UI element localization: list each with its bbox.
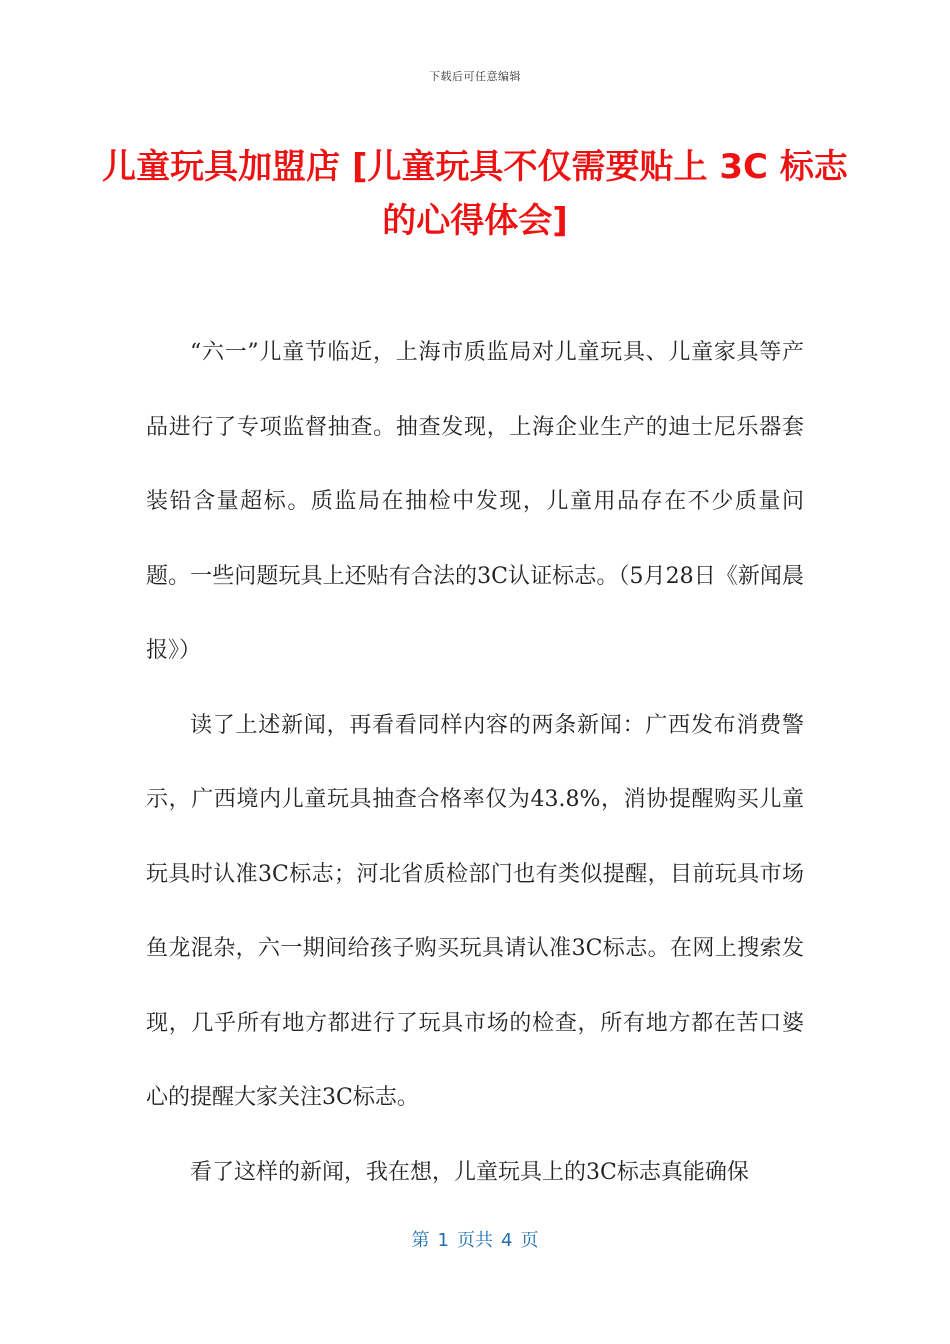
header-note: 下载后可任意编辑 (429, 70, 521, 83)
document-body (146, 316, 804, 1210)
paragraph: “六一”儿童节临近，上海市质监局对儿童玩具、儿童家具等产品进行了专项监督抽查。抽查发现，上海企业生产的迪士尼乐器套装铅含量超标。质监局在抽检中发现，儿童用品存在不少质量问题。一些问题玩具上还贴有合法的3C认证标志。（5月28日《新闻晨报》） (146, 340, 804, 663)
page-footer (0, 1226, 950, 1252)
document-title: 儿童玩具加盟店 [儿童玩具不仅需要贴上 3C 标志的心得体会] (102, 147, 848, 241)
footer-current-page: 1 (437, 1230, 449, 1251)
footer-page-label: 第 (411, 1230, 430, 1251)
footer-total-pages: 4 (501, 1230, 513, 1251)
footer-total-prefix: 页共 (457, 1230, 493, 1251)
paragraph: 看了这样的新闻，我在想，儿童玩具上的3C标志真能确保 (190, 1159, 749, 1185)
footer-total-suffix: 页 (520, 1230, 539, 1251)
paragraph: 读了上述新闻，再看看同样内容的两条新闻：广西发布消费警示，广西境内儿童玩具抽查合格率仅为43.8%，消协提醒购买儿童玩具时认准3C标志；河北省质检部门也有类似提醒，目前玩具市场鱼龙混杂，六一期间给孩子购买玩具请认准3C标志。在网上搜索发现，几乎所有地方都进行了玩具市场的检查，所有地方都在苦口婆心的提醒大家关注3C标志。 (146, 712, 804, 1110)
